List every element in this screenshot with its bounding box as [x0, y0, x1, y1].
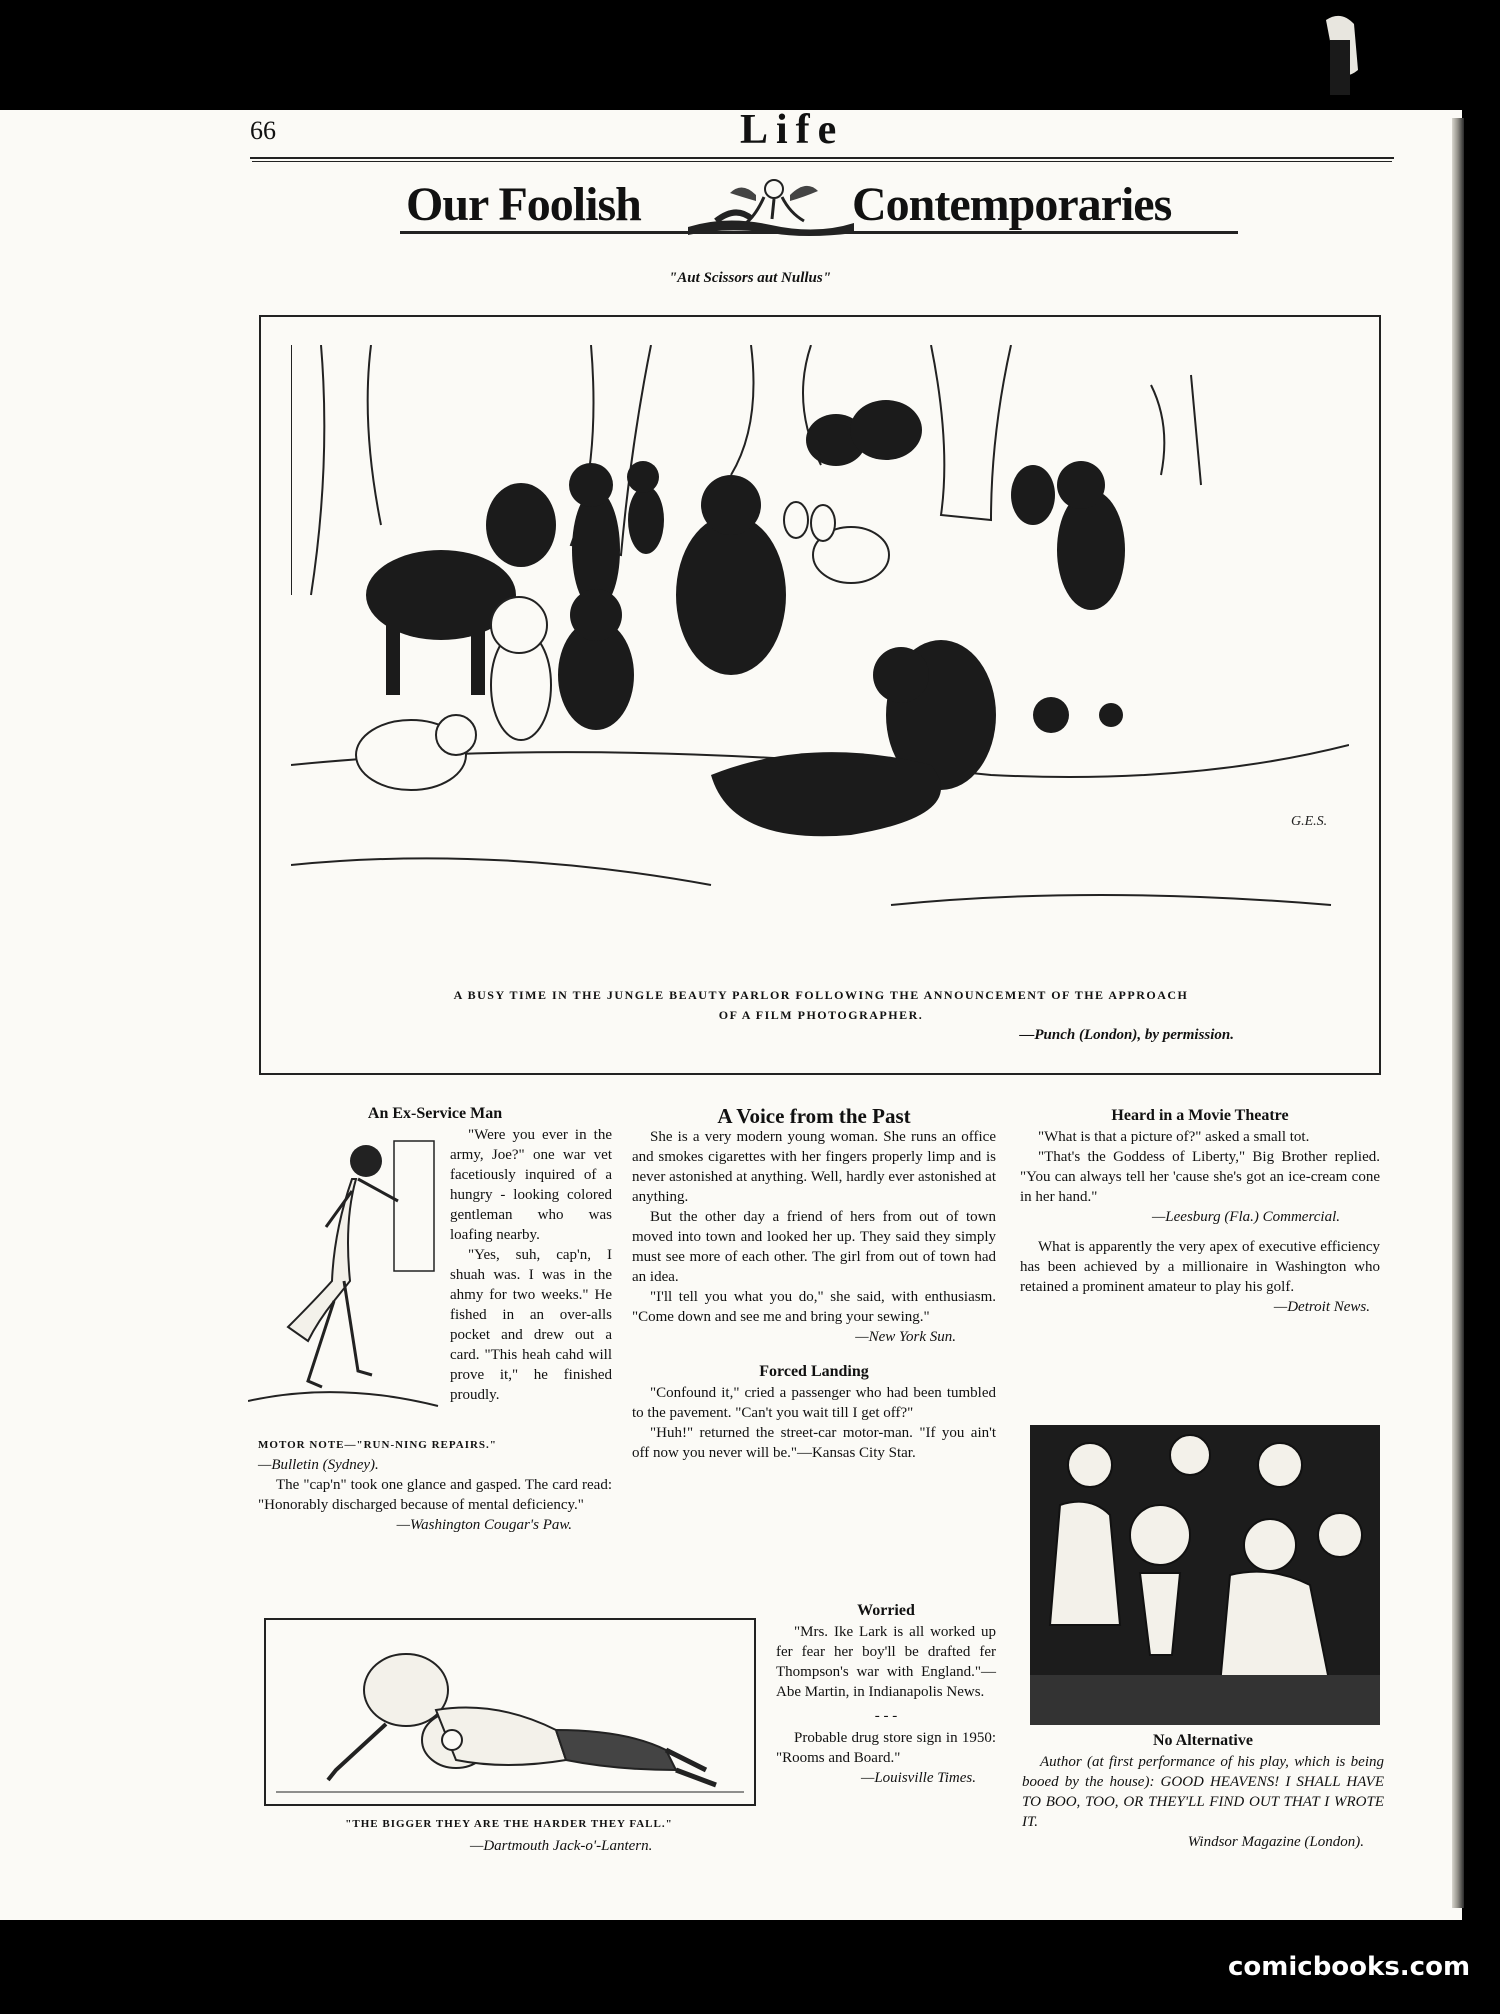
header-rule-thin: [252, 161, 1392, 162]
article-paragraph: "Confound it," cried a passenger who had been tumbled to the pavement. "Can't you wait till I get off?": [632, 1385, 996, 1421]
article-paragraph: "Yes, suh, cap'n, I shuah was. I was in the ahmy for two weeks." He fished in an over-alls pocket and drew out a card. "This heah cahd will prove it," he finished proudly.: [450, 1247, 612, 1403]
main-cartoon: [259, 315, 1381, 1075]
article-credit: —Washington Cougar's Paw.: [396, 1517, 572, 1533]
article-paragraph: Probable drug store sign in 1950: "Rooms and Board.": [776, 1730, 996, 1766]
main-cartoon-caption-line2: OF A FILM PHOTOGRAPHER.: [718, 1008, 924, 1022]
article-heading: Worried: [857, 1602, 915, 1619]
article-paragraph: She is a very modern young woman. She runs an office and smokes cigarettes with her fingers properly limp and is never astonished at anything. Well, hardly ever astonished at anything.: [632, 1129, 996, 1205]
header-rule: [250, 157, 1394, 159]
main-cartoon-credit: —Punch (London), by permission.: [1019, 1027, 1234, 1043]
motor-note-caption: [258, 1435, 612, 1475]
page-edge: [1452, 118, 1464, 1908]
article-ex-service-man: [258, 1103, 612, 1535]
article-paragraph: "What is that a picture of?" asked a small tot.: [1038, 1129, 1310, 1145]
page-number: 66: [250, 116, 276, 145]
article-paragraph: "Were you ever in the army, Joe?" one war vet facetiously inquired of a hungry - looking colored gentleman who was loafing nearby.: [450, 1127, 612, 1243]
small-cartoon: [264, 1618, 756, 1806]
section-title-right: Contemporaries: [852, 178, 1172, 231]
divider-dashes: - - -: [874, 1708, 898, 1724]
article-worried: [776, 1600, 996, 1788]
main-cartoon-caption-line1: A BUSY TIME IN THE JUNGLE BEAUTY PARLOR FOLLOWING THE ANNOUNCEMENT OF THE APPROACH: [453, 988, 1189, 1002]
small-cartoon-credit: —Dartmouth Jack-o'-Lantern.: [470, 1838, 653, 1854]
article-heading-forced-landing: Forced Landing: [759, 1363, 869, 1380]
article-movie-theatre: [1020, 1105, 1380, 1317]
motor-note-illustration: [248, 1131, 440, 1431]
article-credit: —New York Sun.: [855, 1329, 956, 1345]
article-paragraph: "Mrs. Ike Lark is all worked up fer fear her boy'll be drafted fer Thompson's war with England."—Abe Martin, in Indianapolis News.: [776, 1624, 996, 1700]
article-no-alternative: [1022, 1730, 1384, 1852]
watermark: comicbooks.com: [1228, 1952, 1471, 1982]
article-heading: A Voice from the Past: [717, 1104, 911, 1128]
scan-artifact: [1306, 10, 1376, 100]
magazine-masthead: Life: [740, 107, 845, 153]
article-paragraph: "That's the Goddess of Liberty," Big Brother replied. "You can always tell her 'cause she's got an ice-cream cone in her hand.": [1020, 1149, 1380, 1205]
article-voice-from-past: [632, 1105, 996, 1463]
article-heading: An Ex-Service Man: [367, 1105, 503, 1122]
article-credit: —Detroit News.: [1273, 1299, 1370, 1315]
section-motto: "Aut Scissors aut Nullus": [668, 270, 832, 286]
main-cartoon-caption: [321, 985, 1321, 1025]
small-cartoon-caption: "THE BIGGER THEY ARE THE HARDER THEY FALL.": [345, 1818, 673, 1830]
motor-note-caption-text: MOTOR NOTE—"RUN-NING REPAIRS.": [258, 1439, 497, 1451]
section-title-left: Our Foolish: [406, 178, 641, 231]
article-heading: Heard in a Movie Theatre: [1111, 1107, 1289, 1124]
jungle-beauty-parlor-illustration: [291, 345, 1349, 973]
article-paragraph: The "cap'n" took one glance and gasped. The card read: "Honorably discharged because of mental deficiency.": [258, 1477, 612, 1513]
motor-note-credit: —Bulletin (Sydney).: [258, 1457, 379, 1473]
article-paragraph: "Huh!" returned the street-car motor-man. "If you ain't off now you never will be."—Kansas City Star.: [632, 1425, 996, 1461]
article-paragraph: "I'll tell you what you do," she said, with enthusiasm. "Come down and see me and bring your sewing.": [632, 1289, 996, 1325]
article-paragraph: What is apparently the very apex of executive efficiency has been achieved by a millionaire in Washington who retained a prominent amateur to play his golf.: [1020, 1239, 1380, 1295]
svg-text:G.E.S.: G.E.S.: [1291, 814, 1328, 829]
article-credit: —Leesburg (Fla.) Commercial.: [1151, 1209, 1340, 1225]
cherub-ornament-icon: [686, 175, 856, 237]
section-title: [400, 175, 1240, 245]
title-underline: [400, 231, 1238, 234]
fallen-fighter-illustration: [266, 1620, 754, 1804]
article-heading: No Alternative: [1153, 1732, 1253, 1749]
article-paragraph: Author (at first performance of his play, which is being booed by the house): GOOD HEAVENS! I SHALL HAVE TO BOO, TOO, OR THEY'LL FIND OUT THAT I WROTE IT.: [1022, 1754, 1384, 1830]
article-credit: —Louisville Times.: [860, 1770, 976, 1786]
movie-audience-illustration: [1030, 1425, 1380, 1725]
article-credit: Windsor Magazine (London).: [1187, 1834, 1364, 1850]
article-paragraph: But the other day a friend of hers from out of town moved into town and looked her up. They said they simply must see more of each other. The girl from out of town had an idea.: [632, 1209, 996, 1285]
